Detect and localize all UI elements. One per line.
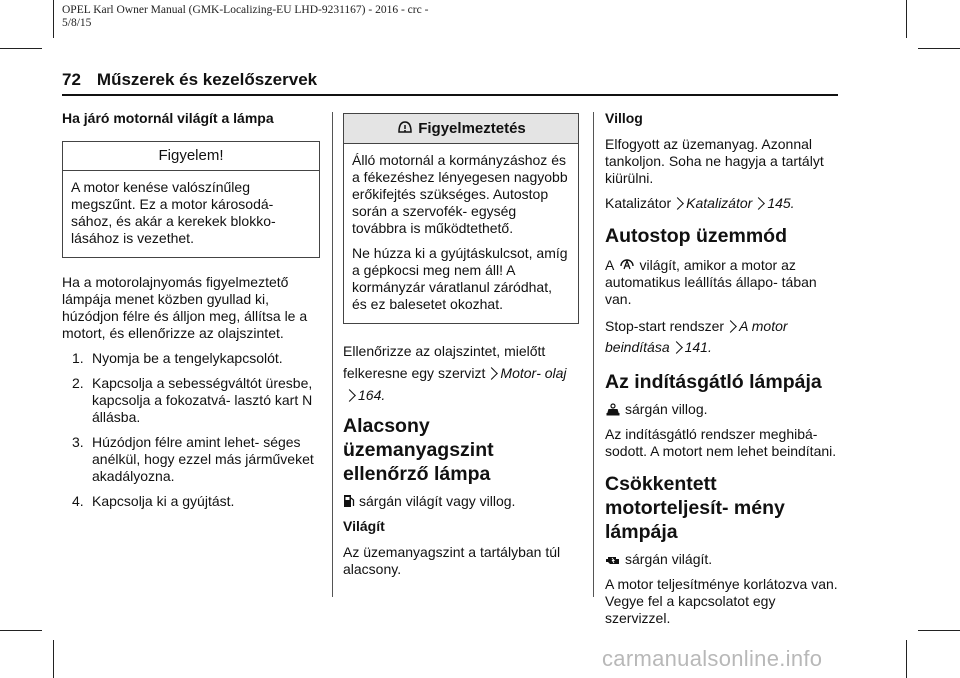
body-text: A motor teljesítménye korlátozva van. Vegye fel a kapcsolatot egy szervizzel. — [605, 576, 838, 626]
warning-box — [343, 113, 579, 324]
section-heading: Alacsony üzemanyagszint ellenőrző lámpa — [343, 415, 494, 485]
notice-box — [62, 141, 320, 258]
list-item: 3. Húzódjon félre amint lehet‐ séges anélkül, hogy ezzel más járműveket akadályozna. — [72, 434, 314, 484]
steps-list — [62, 350, 320, 510]
heading-rule — [62, 94, 838, 96]
engine-power-icon — [605, 553, 621, 567]
section-heading: Ha járó motornál világít a lámpa — [62, 110, 274, 126]
reference-link[interactable]: Katalizátor — [686, 195, 753, 211]
body-text: Katalizátor Katalizátor 145. — [605, 195, 795, 211]
body-text: A világít, amikor a motor az automatikus leállítás állapo‐ tában van. — [605, 257, 817, 307]
crop-mark — [0, 48, 42, 49]
crop-mark — [906, 0, 907, 38]
page-reference-icon — [752, 197, 765, 210]
crop-mark — [906, 640, 907, 678]
column-2 — [343, 113, 579, 586]
section-heading: Autostop üzemmód — [605, 225, 787, 247]
page-reference-icon — [486, 367, 499, 380]
fuel-pump-icon — [343, 493, 355, 509]
document-header: OPEL Karl Owner Manual (GMK-Localizing-EU LHD-9231167) - 2016 - crc - 5/8/15 — [62, 4, 429, 29]
notice-title: Figyelem! — [63, 142, 319, 171]
crop-mark — [0, 630, 42, 631]
section-heading: Csökkentett motorteljesít‐ mény lámpája — [605, 473, 785, 543]
body-text: Az indításgátló rendszer meghibá‐ sodott. A motort nem lehet beindítani. — [605, 426, 837, 459]
subheading: Villog — [605, 110, 643, 126]
page-number: 72 — [62, 70, 81, 89]
body-text: Az üzemanyagszint a tartályban túl alacsony. — [343, 544, 561, 577]
body-text: sárgán világít vagy villog. — [343, 493, 579, 510]
body-text: Ha a motorolajnyomás figyelmeztető lámpája menet közben gyullad ki, húzódjon félre és álljon meg, állítsa le a motort, és ellenőrizze az olajszintet. — [62, 274, 308, 341]
page-heading — [62, 70, 317, 90]
crop-mark — [53, 640, 54, 678]
list-item: 4. Kapcsolja ki a gyújtást. — [72, 493, 235, 509]
warning-text: Ne húzza ki a gyújtáskulcsot, amíg a gépkocsi meg nem áll! A kormányzár váratlanul záródhat, és ez balesetet okozhat. — [352, 245, 568, 312]
immobilizer-icon — [605, 403, 621, 417]
body-text: Ellenőrizze az olajszintet, mielőtt felkeresne egy szervizt Motor‐ olaj164. — [343, 343, 567, 403]
warning-icon — [396, 119, 414, 135]
warning-text: Álló motornál a kormányzáshoz és a fékezéshez lényegesen nagyobb erőkifejtés szükséges. Autostop során a szervofék‐ egység továbbra is működtethető. — [352, 152, 568, 236]
page-reference-icon — [671, 197, 684, 210]
crop-mark — [918, 630, 960, 631]
reference-link[interactable]: Motor‐ olaj — [500, 365, 567, 381]
warning-title: Figyelmeztetés — [344, 114, 578, 144]
subheading: Világít — [343, 518, 385, 534]
body-text: sárgán villog. — [605, 401, 841, 418]
crop-mark — [53, 0, 54, 38]
list-item: 1. Nyomja be a tengelykapcsolót. — [72, 350, 283, 366]
page-reference-icon — [343, 389, 356, 402]
notice-text: A motor kenése valószínűleg megszűnt. Ez a motor károsodá‐ sához, és akár a kerekek blokko‐ lásához is vezethet. — [71, 179, 276, 246]
column-1 — [62, 110, 320, 518]
body-text: Elfogyott az üzemanyag. Azonnal tankoljon. Soha ne hagyja a tartályt kiürülni. — [605, 136, 824, 186]
body-text: Stop-start rendszer A motor beindítása 141. — [605, 318, 788, 355]
page-reference-icon — [670, 341, 683, 354]
section-heading: Az indításgátló lámpája — [605, 371, 822, 393]
autostop-icon — [619, 255, 635, 273]
column-3 — [605, 110, 841, 635]
column-divider — [332, 112, 333, 597]
page-reference-icon — [724, 320, 737, 333]
watermark: carmanualsonline.info — [602, 646, 823, 671]
list-item: 2. Kapcsolja a sebességváltót üresbe, kapcsolja a fokozatvá‐ lasztó kart N állásba. — [72, 375, 313, 425]
reference-link[interactable]: A motor beindítása — [605, 318, 788, 355]
page-title: Műszerek és kezelőszervek — [96, 70, 318, 89]
body-text: sárgán világít. — [605, 551, 841, 568]
crop-mark — [918, 48, 960, 49]
column-divider — [593, 112, 594, 597]
